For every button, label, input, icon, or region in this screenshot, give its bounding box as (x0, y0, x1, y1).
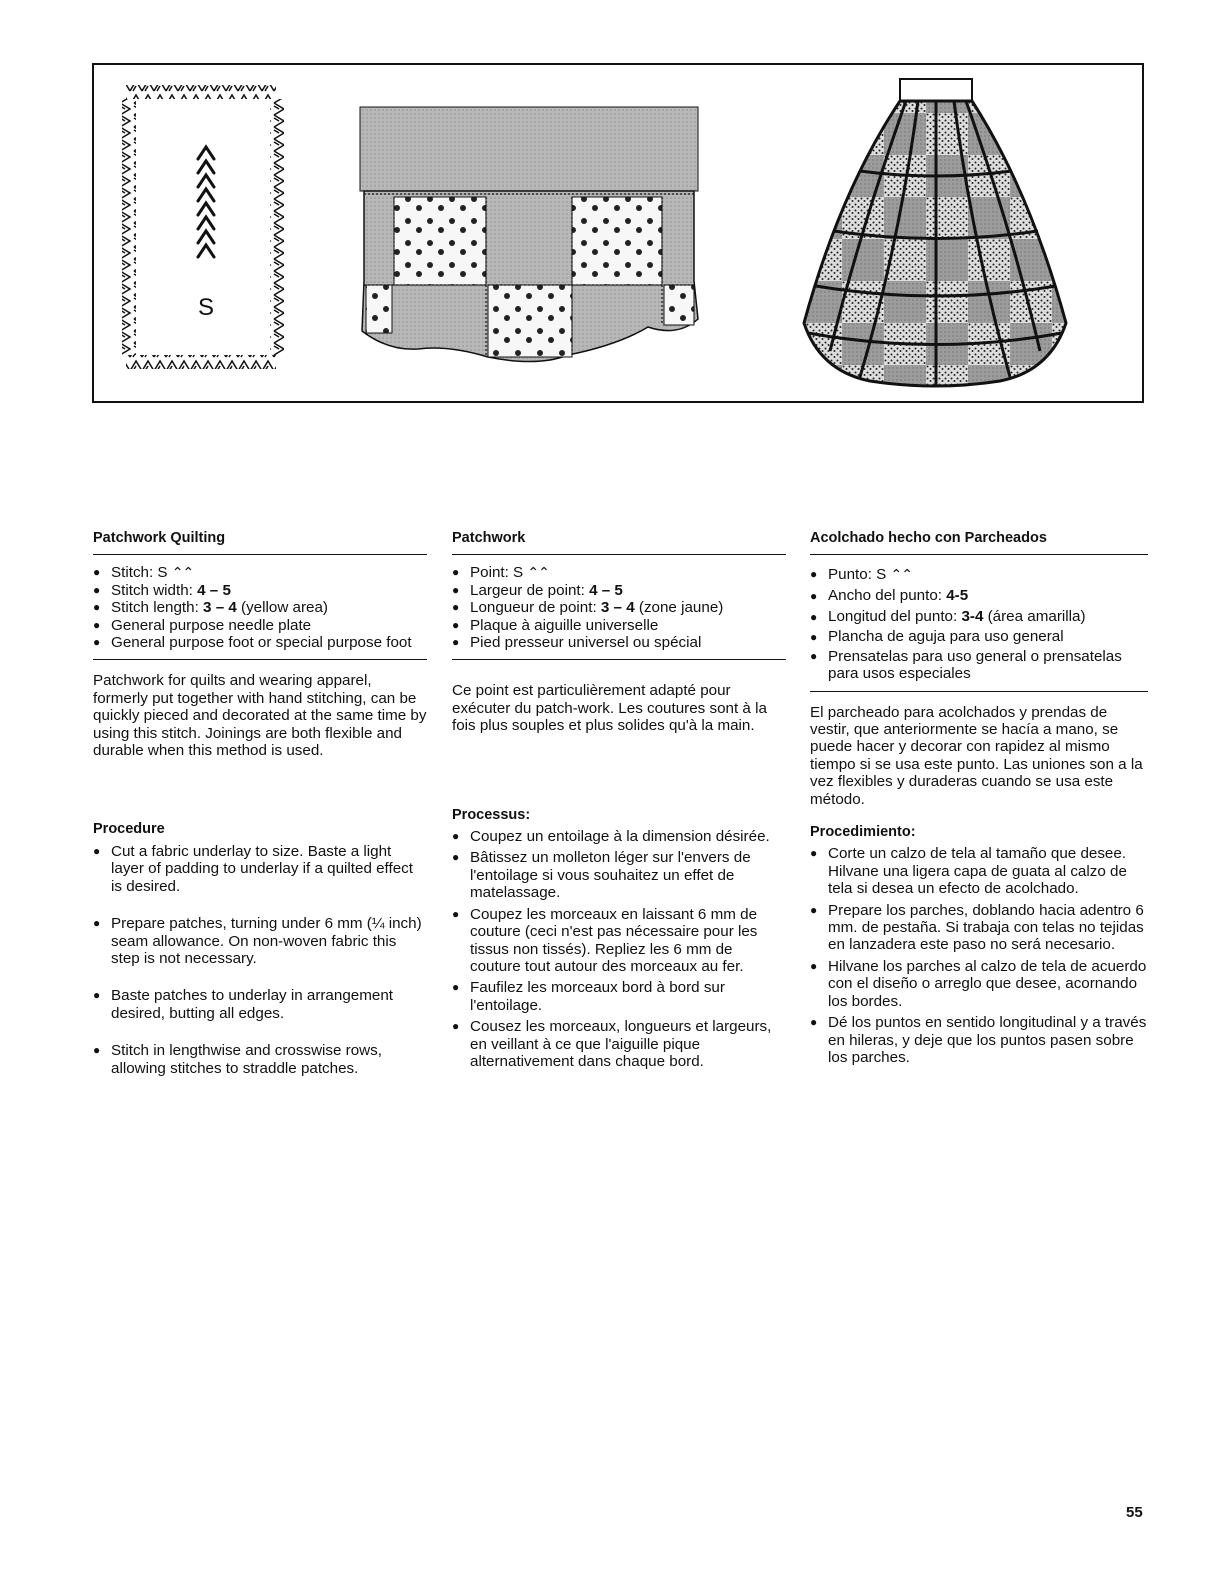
step-item: ● Coupez un entoilage à la dimension désirée. (452, 828, 786, 845)
french-procedure-heading: Processus: (452, 806, 531, 823)
english-intro: Patchwork for quilts and wearing apparel, formerly put together with hand stitching, can be quickly pieced and decorated at the same time by using this stitch. Joinings are both flexible and durable when this method is used. (93, 672, 427, 760)
english-column (93, 530, 427, 1077)
spec-item: ● Point: S ⌃⌃ (452, 564, 786, 581)
spec-item: ● Ancho del punto: 4-5 (810, 586, 1148, 607)
patchwork-skirt-illustration (800, 71, 1070, 401)
step-item: ● Faufilez les morceaux bord à bord sur l'entoilage. (452, 979, 786, 1014)
stitch-letter: S (198, 294, 215, 321)
spec-item: ● Largeur de point: 4 – 5 (452, 582, 786, 599)
page-number: 55 (1126, 1504, 1143, 1521)
spec-item: ● Plancha de aguja para uso general (810, 627, 1148, 648)
illustration-panel (92, 63, 1144, 403)
step-item: ● Prepare los parches, doblando hacia adentro 6 mm. de pestaña. Si trabaja con telas no tejidas en lanzadera este paso no será necesario. (810, 902, 1148, 954)
spec-item: ● Pied presseur universel ou spécial (452, 634, 786, 651)
french-heading: Patchwork (452, 530, 786, 555)
french-steps (452, 828, 786, 1070)
stitch-symbol-icon: ⌃⌃ (527, 564, 549, 581)
english-steps (93, 843, 427, 1077)
french-intro: Ce point est particulièrement adapté pour exécuter du patch-work. Les coutures sont à la fois plus souples et plus solides qu'à la main. (452, 682, 767, 735)
spec-item: ● Longitud del punto: 3-4 (área amarilla) (810, 607, 1148, 628)
spanish-steps (810, 845, 1148, 1066)
step-item: ● Cut a fabric underlay to size. Baste a light layer of padding to underlay if a quilted effect is desired. (93, 843, 427, 895)
english-specs (93, 555, 427, 660)
step-item: ● Bâtissez un molleton léger sur l'envers de l'entoilage si vous souhaitez un effet de matelassage. (452, 849, 786, 901)
step-item: ● Cousez les morceaux, longueurs et largeurs, en veillant à ce que l'aiguille pique alternativement dans chaque bord. (452, 1018, 786, 1070)
patchwork-fabric-illustration (358, 105, 704, 367)
spec-item: ● Stitch width: 4 – 5 (93, 582, 427, 599)
step-item: ● Coupez les morceaux en laissant 6 mm de couture (ceci n'est pas nécessaire pour les tissus non tissés). Repliez les 6 mm de couture tout autour des morceaux au fer. (452, 906, 786, 976)
spec-item: ● Longueur de point: 3 – 4 (zone jaune) (452, 599, 786, 616)
spanish-intro: El parcheado para acolchados y prendas de vestir, que anteriormente se hacía a mano, se puede hacer y decorar con rapidez al mismo tiempo si se usa este punto. Las uniones son a la vez flexibles y duraderas cuando se usa este método. (810, 703, 1143, 808)
french-specs (452, 555, 786, 660)
step-item: ● Baste patches to underlay in arrangement desired, butting all edges. (93, 987, 427, 1022)
spec-item: ● General purpose foot or special purpose foot (93, 634, 427, 651)
spanish-column (810, 530, 1148, 1066)
stitch-symbol-icon: ⌃⌃ (890, 566, 912, 583)
spec-item: ● Plaque à aiguille universelle (452, 617, 786, 634)
spec-item: ● Stitch: S ⌃⌃ (93, 564, 427, 581)
step-item: ● Hilvane los parches al calzo de tela de acuerdo con el diseño o arreglo que desee, acornando los bordes. (810, 958, 1148, 1010)
french-column (452, 530, 786, 1070)
english-procedure-heading: Procedure (93, 821, 165, 838)
step-item: ● Prepare patches, turning under 6 mm (¼ inch) seam allowance. On non-woven fabric this step is not necessary. (93, 915, 427, 967)
spanish-specs (810, 555, 1148, 691)
spec-item: ● Punto: S ⌃⌃ (810, 564, 1148, 586)
step-item: ● Corte un calzo de tela al tamaño que desee. Hilvane una ligera capa de guata al calzo de tela si desea un efecto de acolchado. (810, 845, 1148, 897)
stitch-symbol-icon: ⌃⌃ (171, 564, 194, 581)
stitch-pattern-illustration (118, 79, 298, 379)
spec-item: ● Stitch length: 3 – 4 (yellow area) (93, 599, 427, 616)
english-heading: Patchwork Quilting (93, 530, 427, 555)
step-item: ● Stitch in lengthwise and crosswise rows, allowing stitches to straddle patches. (93, 1042, 427, 1077)
step-item: ● Dé los puntos en sentido longitudinal y a través en hileras, y deje que los puntos pasen sobre los parches. (810, 1014, 1148, 1066)
spec-item: ● General purpose needle plate (93, 617, 427, 634)
spec-item: ● Prensatelas para uso general o prensatelas para usos especiales (810, 648, 1148, 683)
spanish-heading: Acolchado hecho con Parcheados (810, 530, 1148, 555)
spanish-procedure-heading: Procedimiento: (810, 824, 916, 841)
